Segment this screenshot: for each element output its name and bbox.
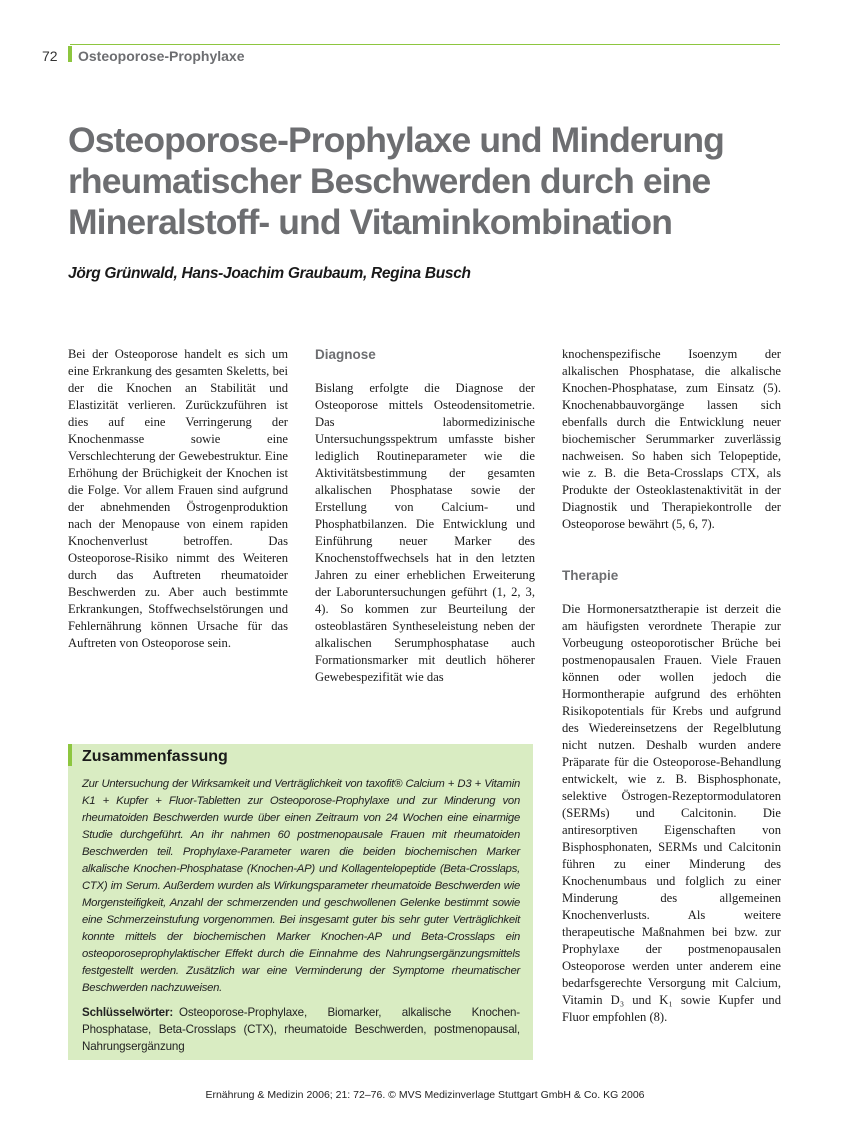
page-footer: Ernährung & Medizin 2006; 21: 72–76. © MVS Medizinverlage Stuttgart GmbH & Co. KG 2006	[205, 1089, 645, 1101]
section-heading-diagnose: Diagnose	[315, 347, 376, 362]
keywords-text: Osteoporose-Prophylaxe, Biomarker, alkalische Knochen-Phosphatase, Beta-Crosslaps (CTX), rheumatoide Beschwerden, postmenopausal, Nahrungsergänzung	[82, 1006, 520, 1053]
diagnose-text-continued: knochenspezifische Isoenzym der alkalischen Phosphatase, die alkalische Knochen-Phosphatase, zum Einsatz (5). Knochenabbauvorgänge lassen sich ebenfalls durch die Entwicklung neuer biochemischer Serummarker zuverlässig nachweisen. So haben sich Telopeptide, wie z. B. die Beta-Crosslaps CTX, als Produkte der Osteoklastenaktivität in der Diagnostik und Therapiekontrolle der Osteoporose bewährt (5, 6, 7).	[562, 347, 781, 531]
body-column-3	[562, 346, 781, 1026]
header-accent-bar	[68, 46, 72, 62]
keywords-label: Schlüsselwörter:	[82, 1006, 174, 1019]
diagnose-paragraph	[315, 380, 535, 686]
therapie-text: Die Hormonersatztherapie ist derzeit die am häufigsten verordnete Therapie zur Vorbeugung osteoporotischer Brüche bei postmenopausalen Frauen. Viele Frauen können oder wollen jedoch die Hormontherapie aufgrund des erhöhten Risikopotentials für Krebs und aufgrund des Wiedereinsetzens der Regelblutung nicht nutzen. Deshalb wurden andere Präparate für die Osteoporose-Behandlung entwickelt, wie z. B. Bisphosphonate, selektive Östrogen-Rezeptormodulatoren (SERMs) und Calcitonin. Die antiresorptiven Eigenschaften von Bisphosphonaten, SERMs und Calcitonin führen zu einer Minderung des Knochenumbaus und folglich zu einer Minderung des allgemeinen Knochenverlusts. Als weitere therapeutische Maßnahmen bei bzw. zur Prophylaxe der postmenopausalen Osteoporose werden unter anderem eine bedarfsgerechte Versorgung mit Calcium, Vitamin D₃ und K₁ sowie Kupfer und Fluor empfohlen (8).	[562, 602, 781, 1024]
abstract-box	[68, 744, 533, 1060]
header-rule	[70, 44, 780, 45]
diagnose-text: Bislang erfolgte die Diagnose der Osteoporose mittels Osteodensitometrie. Das labormedizinische Untersuchungsspektrum umfasste bisher lediglich Routineparameter wie die Aktivitätsbestimmung der gesamten alkalischen Phosphatase sowie der Erstellung von Calcium- und Phosphatbilanzen. Die Entwicklung und Einführung neuer Marker des Knochenstoffwechsels hat in den letzten Jahren zu einer erheblichen Erweiterung der Laboruntersuchungen geführt (1, 2, 3, 4). So kommen zur Beurteilung der osteoblastären Syntheseleistung neben der alkalischen Serumphosphatase auch Formationsmarker mit deutlich höherer Gewebespezifität wie das	[315, 381, 535, 684]
abstract-accent-bar	[68, 744, 72, 766]
keywords	[82, 1004, 520, 1055]
article-title	[68, 120, 793, 243]
title-line-3: Mineralstoff- und Vitaminkombination	[68, 202, 672, 242]
page-number: 72	[42, 48, 58, 64]
abstract-heading: Zusammenfassung	[82, 748, 228, 765]
section-heading-therapie: Therapie	[562, 568, 619, 583]
abstract-text: Zur Untersuchung der Wirksamkeit und Verträglichkeit von taxofit® Calcium + D3 + Vitamin K1 + Kupfer + Fluor-Tabletten zur Osteoporose-Prophylaxe und zur Minderung von rheumatoiden Beschwerden wurde über einen Zeitraum von 24 Wochen eine einarmige Studie durchgeführt. An ihr nahmen 60 postmenopausale Frauen mit rheumatoiden Beschwerden teil. Prophylaxe-Parameter waren die beiden biochemischen Marker alkalische Knochen-Phosphatase (Knochen-AP) und Kollagentelopeptide (Beta-Crosslaps, CTX) im Serum. Außerdem wurden als Wirkungsparameter rheumatoide Beschwerden wie Morgensteifigkeit, Anzahl der schmerzenden und geschwollenen Gelenke bestimmt sowie eine Schmerzeinstufung vorgenommen. Bei insgesamt guter bis sehr guter Verträglichkeit konnte mittels der biochemischen Marker Knochen-AP und Beta-Crosslaps ein osteoporoseprophylaktischer Effekt durch die Einnahme des Nahrungsergänzungsmittels festgestellt werden. Zusätzlich war eine Verminderung der Symptome rheumatischer Beschwerden nachzuweisen.	[82, 778, 520, 994]
title-line-1: Osteoporose-Prophylaxe und Minderung	[68, 120, 724, 160]
running-title: Osteoporose-Prophylaxe	[78, 48, 245, 64]
author-list: Jörg Grünwald, Hans-Joachim Graubaum, Regina Busch	[68, 265, 471, 282]
therapie-block	[562, 533, 781, 1026]
body-column-2	[315, 346, 535, 686]
intro-paragraph: Bei der Osteoporose handelt es sich um eine Erkrankung des gesamten Skeletts, bei der die Knochen an Stabilität und Elastizität verlieren. Zurückzuführen ist dies auf eine Verringerung der Knochenmasse sowie eine Verschlechterung der Gewebestruktur. Eine Erhöhung der Brüchigkeit der Knochen ist die Folge. Vor allem Frauen sind aufgrund der abnehmenden Östrogenproduktion nach der Menopause von einem rapiden Knochenverlust betroffen. Das Osteoporose-Risiko nimmt des Weiteren durch das Auftreten rheumatoider Beschwerden zu. Aber auch bestimmte Erkrankungen, Stoffwechselstörungen und Fehlernährung können Ursache für das Auftreten von Osteoporose sein.	[68, 347, 288, 650]
body-column-1	[68, 346, 288, 652]
title-line-2: rheumatischer Beschwerden durch eine	[68, 161, 711, 201]
